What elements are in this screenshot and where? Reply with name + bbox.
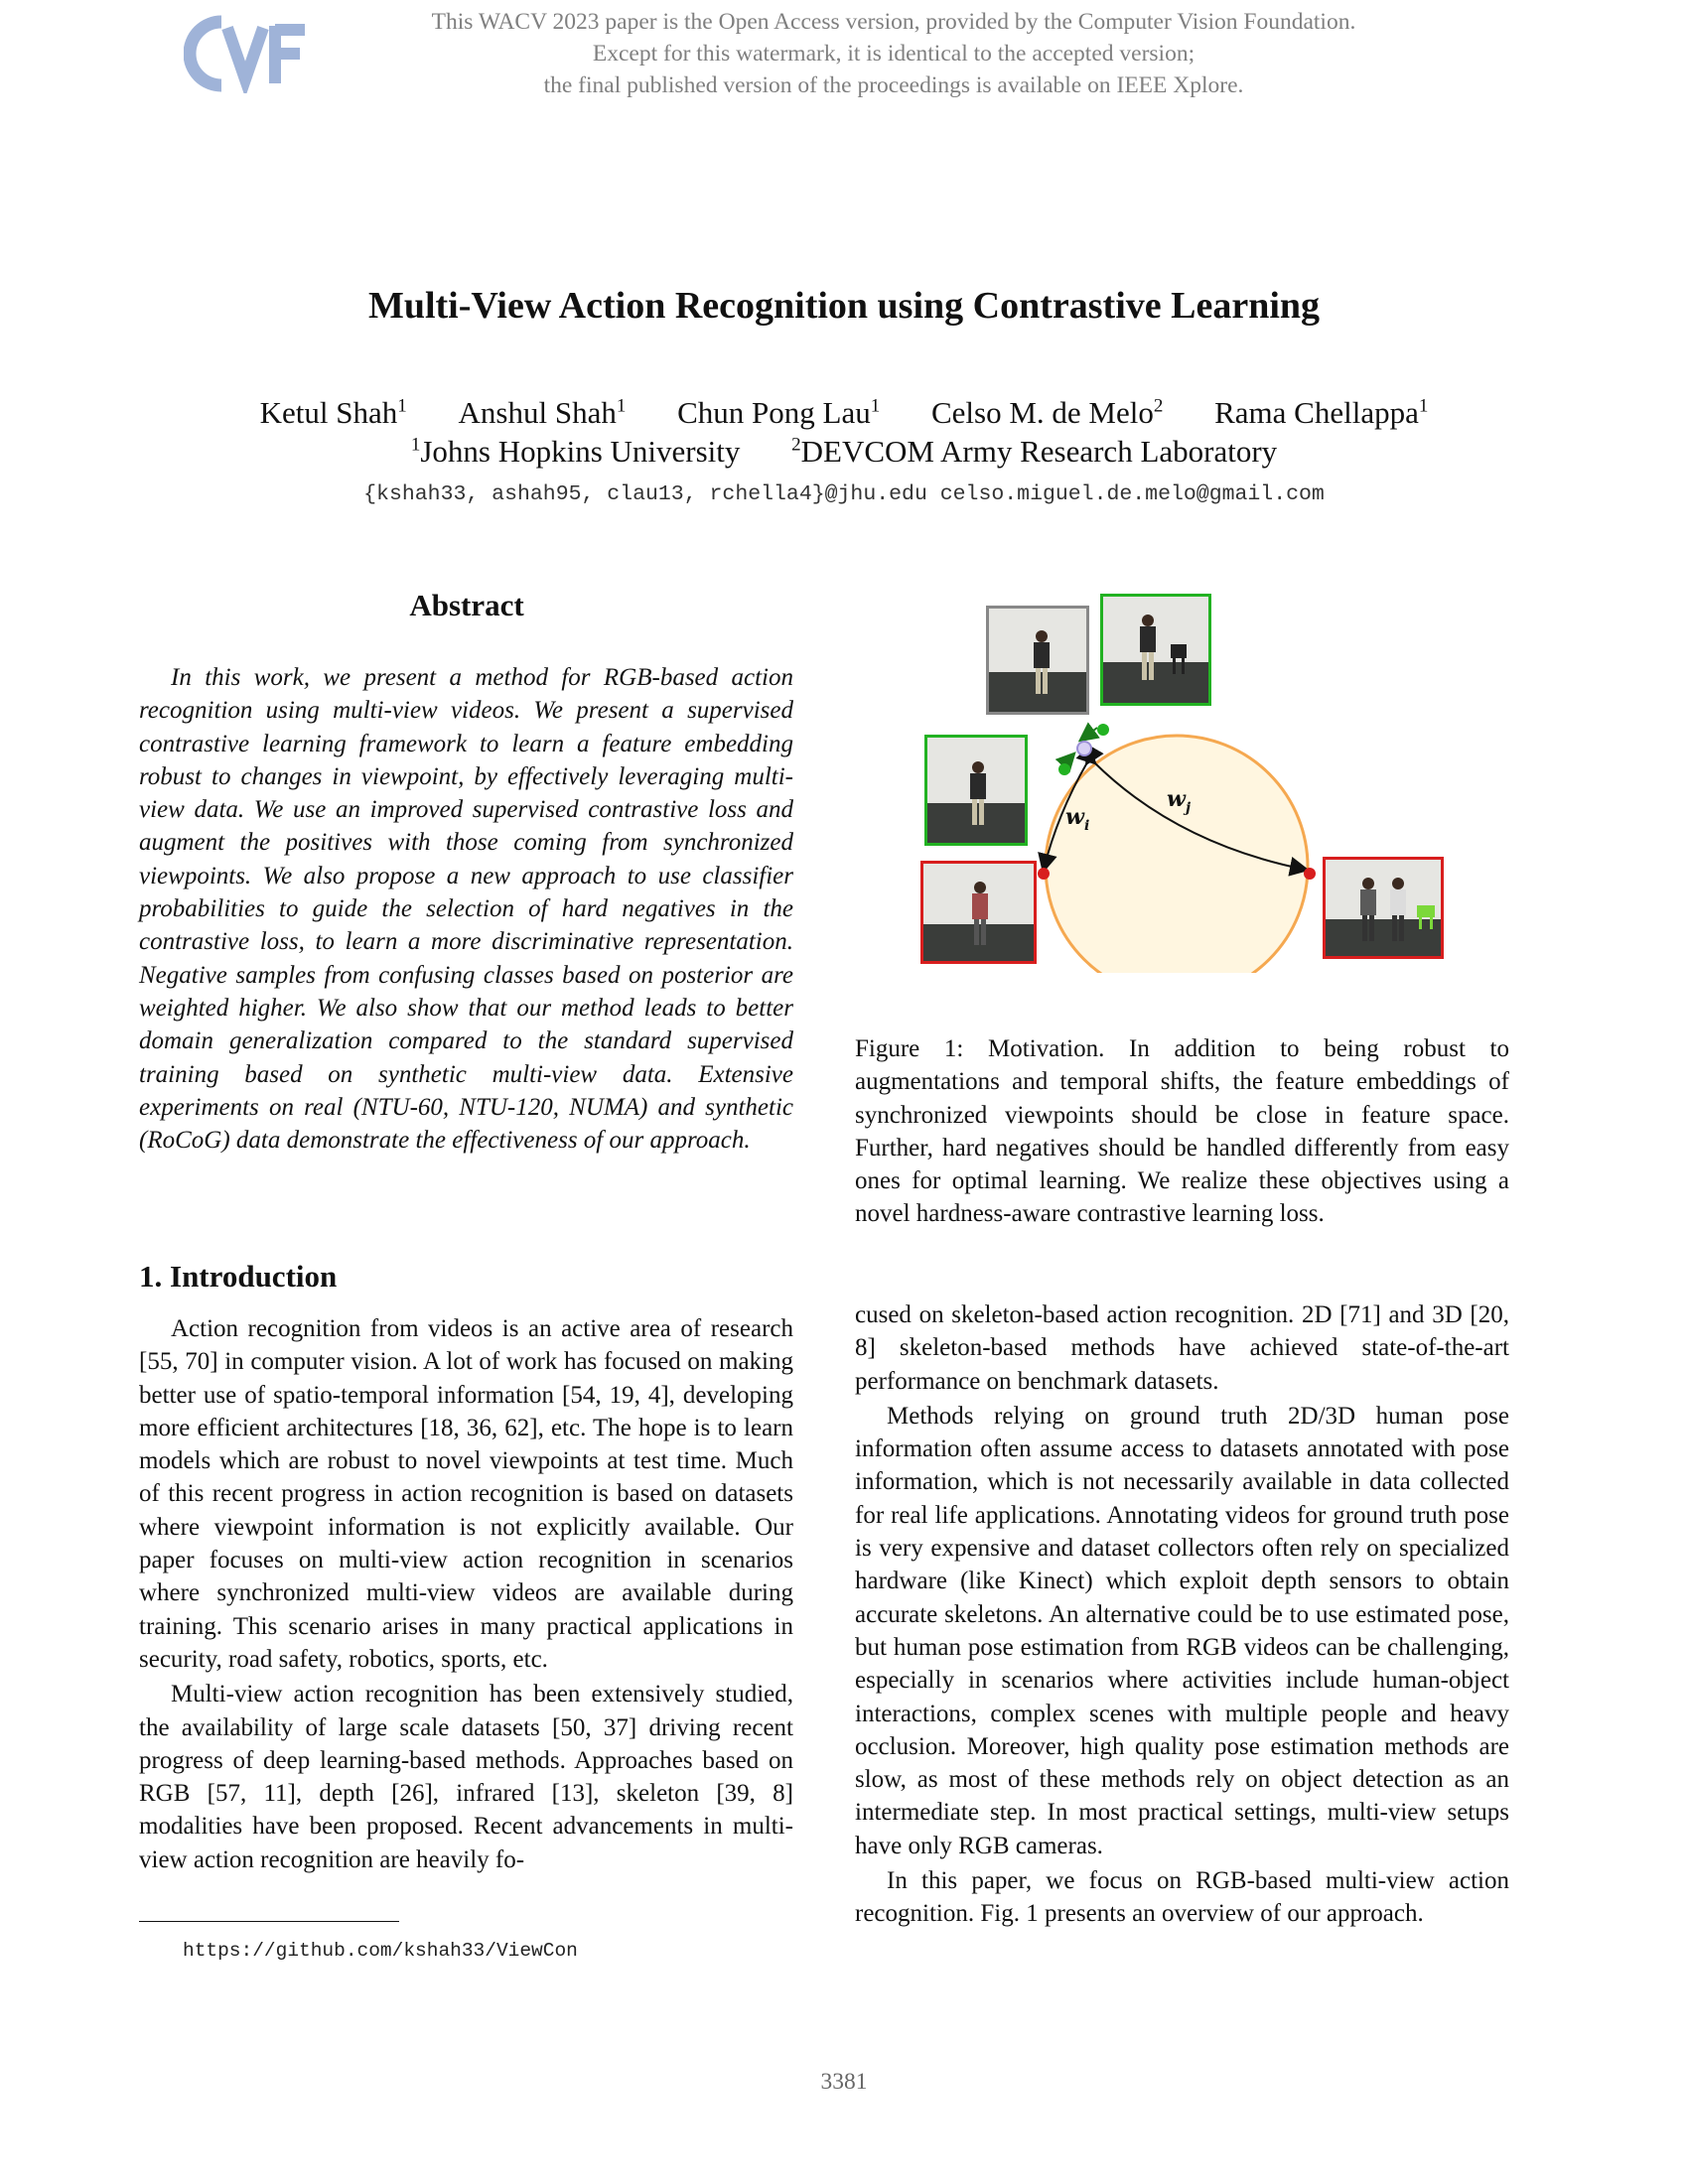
abstract-paragraph: In this work, we present a method for RGB-based action recognition using multi-view videos. We present a supervised contrastive learning framework to learn a feature embedding robust to changes in viewpoint, by effectively leveraging multi-view data. We use an improved supervised contrastive loss and augment the positives with those coming from synchronized viewpoints. We also propose a new approach to use classifier probabilities to guide the selection of hard negatives in the contrastive loss, to learn a more discriminative representation. Negative samples from confusing classes based on posterior are weighted higher. We also show that our method leads to better domain generalization compared to the standard supervised training based on synthetic multi-view data. Extensive experiments on real (NTU-60, NTU-120, NUMA) and synthetic (RoCoG) data demonstrate the effectiveness of our approach. xyxy=(139,664,793,1155)
author-list xyxy=(0,395,1688,431)
figure-1 xyxy=(918,586,1445,973)
watermark xyxy=(298,6,1489,101)
frame-positive-view xyxy=(1100,594,1211,706)
author: Ketul Shah$^1$ xyxy=(259,395,407,430)
introduction-left-column xyxy=(139,1312,793,1876)
footnote-link[interactable]: https://github.com/kshah33/ViewCon xyxy=(183,1940,578,1962)
frame-positive-view xyxy=(924,735,1028,846)
positive-point xyxy=(1097,724,1109,736)
affiliation: $^1$Johns Hopkins University xyxy=(410,434,741,469)
affiliation-list xyxy=(0,434,1688,470)
footnote-rule xyxy=(139,1921,399,1922)
paragraph: In this paper, we focus on RGB-based multi-view action recognition. Fig. 1 presents an overview of our approach. xyxy=(855,1867,1509,1928)
negative-point xyxy=(1038,868,1050,880)
author: Chun Pong Lau$^1$ xyxy=(677,395,881,430)
anchor-point xyxy=(1077,742,1091,755)
frame-negative-easy xyxy=(1323,857,1444,959)
paragraph: Multi-view action recognition has been extensively studied, the availability of large scale datasets [50, 37] driving recent progress of deep learning-based methods. Approaches based on RGB [57, 11], depth [26], infrared [13], skeleton [39, 8] modalities have been proposed. Recent advancements in multi-view action recognition are heavily fo- xyxy=(139,1681,793,1873)
abstract-heading: Abstract xyxy=(409,588,524,622)
section-heading-introduction: 1. Introduction xyxy=(139,1259,338,1294)
abstract-text xyxy=(139,661,793,1157)
author-emails: {kshah33, ashah95, clau13, rchella4}@jhu.edu celso.miguel.de.melo@gmail.com xyxy=(363,482,1325,506)
watermark-line: the final published version of the proceedings is available on IEEE Xplore. xyxy=(543,72,1244,98)
watermark-line: Except for this watermark, it is identical to the accepted version; xyxy=(592,41,1196,67)
label-wi: $w_i$ xyxy=(1065,804,1090,834)
caption-text: Figure 1: Motivation. In addition to being robust to augmentations and temporal shifts, the feature embeddings of synchronized viewpoints should be close in feature space. Further, hard negatives should be handled differently from easy ones for optimal learning. We realize these objectives using a novel hardness-aware contrastive learning loss. xyxy=(855,1035,1509,1228)
affiliation: $^2$DEVCOM Army Research Laboratory xyxy=(791,434,1278,469)
embedding-circle xyxy=(1046,736,1308,973)
author: Anshul Shah$^1$ xyxy=(458,395,627,430)
figure-1-caption xyxy=(855,1032,1509,1231)
page-number: 3381 xyxy=(820,2069,868,2095)
negative-point xyxy=(1304,868,1316,880)
paragraph: Action recognition from videos is an active area of research [55, 70] in computer vision. A lot of work has focused on making better use of spatio-temporal information [54, 19, 4], developing more efficient architectures [18, 36, 62], etc. The hope is to learn models which are robust to novel viewpoints at test time. Much of this recent progress in action recognition is based on datasets where viewpoint information is not explicitly available. Our paper focuses on multi-view action recognition in scenarios where synchronized multi-view videos are available during training. This scenario arises in many practical applications in security, road safety, robotics, sports, etc. xyxy=(139,1315,793,1673)
author: Celso M. de Melo$^2$ xyxy=(930,395,1164,430)
introduction-right-column xyxy=(855,1298,1509,1931)
frame-negative-hard xyxy=(920,861,1037,964)
label-wj: $w_j$ xyxy=(1167,786,1192,816)
paper-title: Multi-View Action Recognition using Contrastive Learning xyxy=(367,285,1321,327)
positive-point xyxy=(1058,763,1070,775)
watermark-line: This WACV 2023 paper is the Open Access version, provided by the Computer Vision Foundation. xyxy=(431,9,1356,35)
frame-anchor-view xyxy=(986,606,1089,715)
cvf-logo xyxy=(184,14,308,93)
paragraph: cused on skeleton-based action recognition. 2D [71] and 3D [20, 8] skeleton-based methods have achieved state-of-the-art performance on benchmark datasets. xyxy=(855,1301,1509,1395)
author: Rama Chellappa$^1$ xyxy=(1214,395,1429,430)
arrow-positive-2 xyxy=(1081,728,1097,740)
paragraph: Methods relying on ground truth 2D/3D human pose information often assume access to datasets annotated with pose information, which is not necessarily available in data collected for real life applications. Annotating videos for ground truth pose is very expensive and dataset collectors often rely on specialized hardware (like Kinect) which exploit depth sensors to obtain accurate skeletons. An alternative could be to use estimated pose, but human pose estimation from RGB videos can be challenging, especially in scenarios where activities include human-object interactions, complex scenes with multiple people and heavy occlusion. Moreover, high quality pose estimation methods are slow, as most of these methods rely on object detection as an intermediate step. In most practical settings, multi-view setups have only RGB cameras. xyxy=(855,1402,1509,1859)
